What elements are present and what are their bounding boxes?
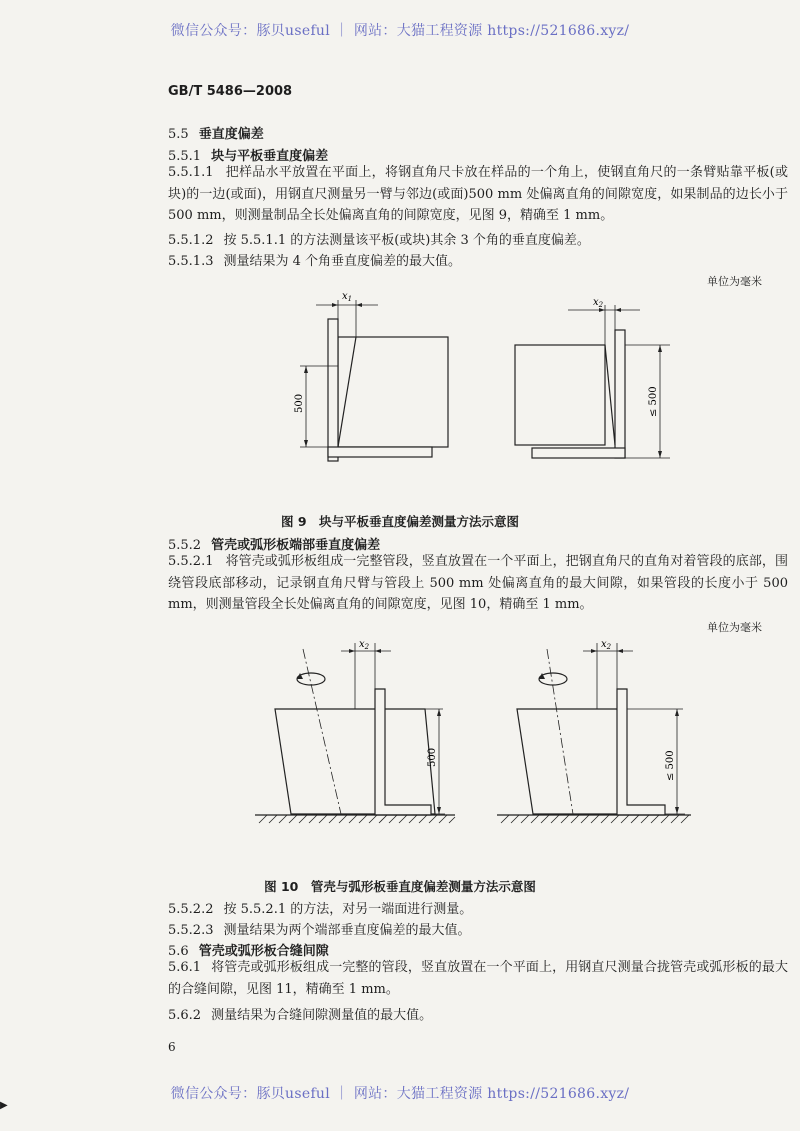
square-left: [375, 689, 431, 815]
x1-label: $x_1$: [342, 291, 353, 303]
figure-10: [255, 635, 705, 845]
deviation-line-left: [338, 337, 356, 447]
pipe-right: [517, 709, 623, 814]
watermark-top: 微信公众号：豚贝useful ｜ 网站：大猫工程资源 https://521686.xyz/: [170, 23, 630, 39]
pipe-left: [275, 709, 435, 814]
corner-mark: ▶: [0, 1100, 8, 1111]
clause-text: 按 5.5.1.1 的方法测量该平板(或块)其余 3 个角的垂直度偏差。: [223, 233, 590, 248]
clause-5-5-1-1: [168, 162, 788, 227]
clause-number: 5.5.2.1: [168, 554, 214, 569]
square-arm-right: [615, 330, 625, 458]
figure-9-caption: 图 9 块与平板垂直度偏差测量方法示意图: [280, 514, 520, 529]
ground-hatch-right: [501, 815, 689, 823]
dim-le-500-label: ≤ 500: [665, 750, 676, 781]
section-5-5: [168, 123, 264, 142]
x2-label-left: $x_2$: [359, 639, 370, 651]
square-foot-left: [328, 447, 432, 457]
figure-10-caption: 图 10 管壳与弧形板垂直度偏差测量方法示意图: [264, 879, 536, 894]
clause-number: 5.6.2: [168, 1008, 202, 1023]
deviation-line-right: [605, 345, 615, 445]
square-foot-right: [532, 448, 625, 458]
clause-5-5-2-3: [168, 919, 471, 938]
clause-text: 测量结果为两个端部垂直度偏差的最大值。: [223, 923, 471, 938]
clause-number: 5.5.1.3: [168, 254, 214, 269]
clause-text: 测量结果为 4 个角垂直度偏差的最大值。: [223, 254, 462, 269]
x2-label: $x_2$: [593, 297, 604, 309]
clause-5-6-2: [168, 1004, 432, 1023]
section-number: 5.5.2: [168, 538, 202, 553]
clause-5-5-2-1: [168, 551, 788, 616]
square-arm-left: [328, 319, 338, 461]
square-right: [617, 689, 665, 815]
section-title: 垂直度偏差: [198, 127, 264, 142]
watermark-bottom: 微信公众号：豚贝useful ｜ 网站：大猫工程资源 https://521686.xyz/: [170, 1086, 630, 1102]
figure-9: [270, 285, 690, 470]
clause-text: 将管壳或弧形板组成一完整管段，竖直放置在一个平面上，把钢直角尺的直角对着管段的底部，围绕管段底部移动，记录钢直角尺臂与管段上 500 mm 处偏离直角的最大间隙，如果管段的长度小于 500 mm，则测量管段全长处偏离直角的间隙宽度，见图 10，精确至 1 mm。: [168, 554, 788, 612]
pipe-axis-left: [303, 649, 341, 814]
clause-number: 5.5.1.1: [168, 165, 214, 180]
clause-number: 5.6.1: [168, 960, 202, 975]
unit-label-fig10: 单位为毫米: [707, 621, 762, 634]
x2-label-right: $x_2$: [601, 639, 612, 651]
block-left: [338, 337, 448, 447]
clause-5-5-1-2: [168, 229, 590, 248]
page-number: 6: [168, 1040, 176, 1054]
clause-5-5-1-3: [168, 250, 461, 269]
clause-number: 5.5.2.2: [168, 902, 214, 917]
dim-500-label: 500: [294, 393, 305, 413]
clause-5-6-1: [168, 957, 788, 1000]
clause-text: 按 5.5.2.1 的方法，对另一端面进行测量。: [223, 902, 473, 917]
dim-le-500-label: ≤ 500: [648, 386, 659, 417]
section-title: 管壳或弧形板端部垂直度偏差: [211, 538, 381, 553]
block-right: [515, 345, 605, 445]
clause-number: 5.5.2.3: [168, 923, 214, 938]
clause-5-5-2-2: [168, 898, 472, 917]
ground-hatch-left: [259, 815, 455, 823]
clause-text: 将管壳或弧形板组成一完整的管段，竖直放置在一个平面上，用钢直尺测量合拢管壳或弧形板的最大的合缝间隙，见图 11，精确至 1 mm。: [168, 960, 788, 997]
clause-text: 测量结果为合缝间隙测量值的最大值。: [211, 1008, 433, 1023]
section-number: 5.5: [168, 127, 189, 142]
section-title: 块与平板垂直度偏差: [211, 149, 329, 164]
clause-number: 5.5.1.2: [168, 233, 214, 248]
standard-number: GB/T 5486—2008: [168, 84, 293, 99]
dim-500-label: 500: [427, 747, 438, 767]
unit-label-fig9: 单位为毫米: [707, 275, 762, 288]
clause-text: 把样品水平放置在平面上，将钢直角尺卡放在样品的一个角上，使钢直角尺的一条臂贴靠平板(或块)的一边(或面)，用钢直尺测量另一臂与邻边(或面)500 mm 处偏离直角的间隙宽度，如果制品的边长小于 500 mm，则测量制品全长处偏离直角的间隙宽度，见图 9，精确至 1 mm。: [168, 165, 788, 223]
section-number: 5.6: [168, 944, 189, 959]
section-title: 管壳或弧形板合缝间隙: [198, 944, 329, 959]
section-number: 5.5.1: [168, 149, 202, 164]
